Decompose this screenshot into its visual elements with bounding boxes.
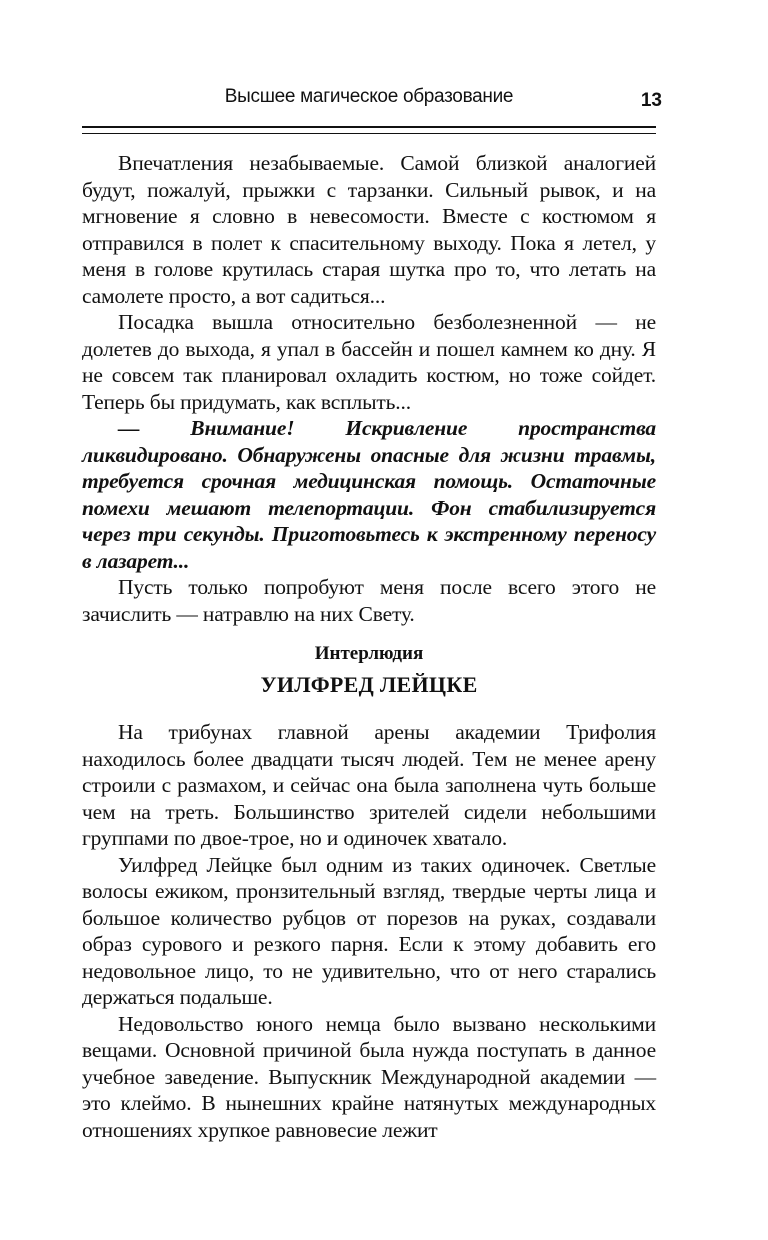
system-message-paragraph: — Внимание! Искривление пространства ликвидировано. Обнаружены опасные для жизни травмы, требуется срочная медицинская помощь. Остаточные помехи мешают телепортации. Фон стабилизируется через три секунды. Приготовьтесь к экстренному переносу в лазарет... [82,416,656,573]
paragraph: Посадка вышла относительно безболезненной — не долетев до выхода, я упал в бассейн и пошел камнем ко дну. Я не совсем так планировал охладить костюм, но тоже сойдет. Теперь бы придумать, как всплыть... [82,310,656,414]
paragraph: Недовольство юного немца было вызвано несколькими вещами. Основной причиной была нужда поступать в данное учебное заведение. Выпускник Международной академии — это клеймо. В нынешних крайне натянутых международных отношениях хрупкое равновесие лежит [82,1011,656,1142]
section-1-text [82,150,656,627]
interlude-title: УИЛФРЕД ЛЕЙЦКЕ [260,672,478,697]
paragraph: Уилфред Лейцке был одним из таких одиночек. Светлые волосы ежиком, пронзительный взгляд, твердые черты лица и большое количество рубцов от порезов на руках, создавали образ сурового и резкого парня. Если к этому добавить его недовольное лицо, то не удивительно, что от него старались держаться подальше. [82,852,656,1009]
paragraph: Впечатления незабываемые. Самой близкой аналогией будут, пожалуй, прыжки с тарзанки. Сильный рывок, и на мгновение я словно в невесомости. Вместе с костюмом я отправился в полет к спасительному выходу. Пока я летел, у меня в голове крутилась старая шутка про то, что летать на самолете просто, а вот садиться... [82,151,656,308]
header-rule-thick [82,126,656,128]
interlude-label: Интерлюдия [314,643,424,664]
running-title: Высшее магическое образование [224,86,514,107]
section-2-text [82,719,656,1143]
paragraph: На трибунах главной арены академии Трифолия находилось более двадцати тысяч людей. Тем не менее арену строили с размахом, и сейчас она была заполнена чуть больше чем на треть. Большинство зрителей сидели небольшими группами по двое-трое, но и одиночек хватало. [82,720,656,850]
running-head [82,86,662,116]
header-rule-thin [82,133,656,134]
paragraph: Пусть только попробуют меня после всего этого не зачислить — натравлю на них Свету. [82,575,656,626]
page-number: 13 [640,90,662,111]
